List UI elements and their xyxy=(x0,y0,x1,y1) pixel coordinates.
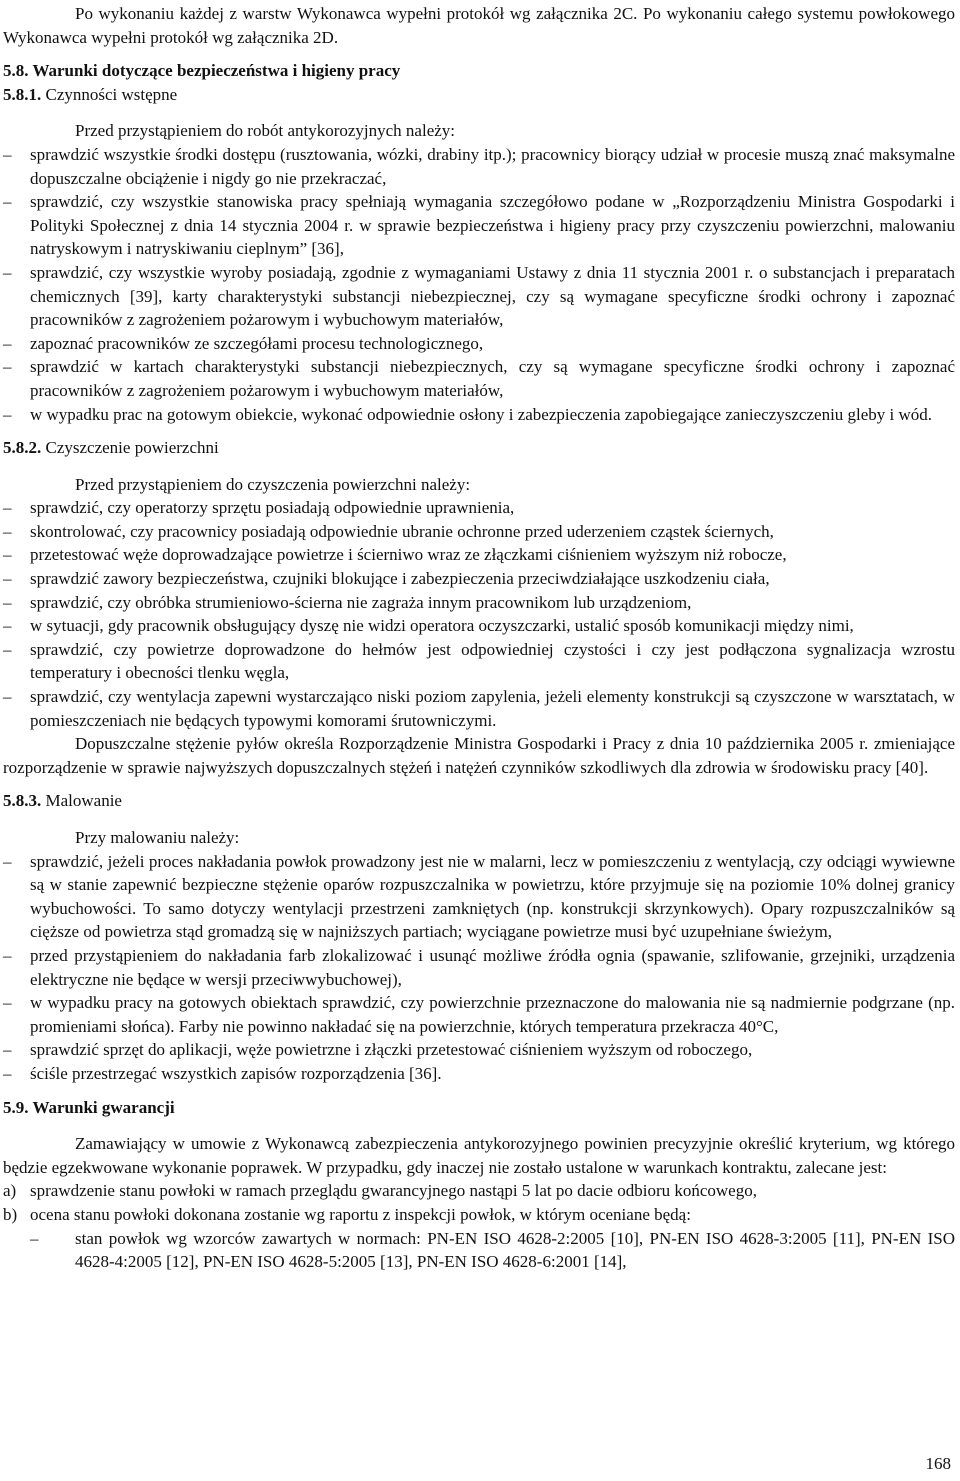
letter-marker: b) xyxy=(3,1204,18,1224)
list-item xyxy=(3,355,955,402)
lead-paragraph: Przed przystąpieniem do czyszczenia powierzchni należy: xyxy=(75,474,471,494)
lettered-list-5-9 xyxy=(3,1179,955,1226)
list-item-text: stan powłok wg wzorców zawartych w normach: PN-EN ISO 4628-2:2005 [10], PN-EN ISO 4628-3:2005 [11], PN-EN ISO 4628-4:2005 [12], PN-EN ISO 4628-5:2005 [13], PN-EN ISO 4628-6:2001 [14], xyxy=(75,1228,955,1272)
list-item xyxy=(3,591,955,615)
section-number: 5.8.1. xyxy=(3,84,42,104)
list-item-text: w sytuacji, gdy pracownik obsługujący dyszę nie widzi operatora oczyszczarki, ustalić sposób komunikacji między nimi, xyxy=(30,616,854,636)
list-item xyxy=(3,543,955,567)
list-item-text: ściśle przestrzegać wszystkich zapisów rozporządzenia [36]. xyxy=(30,1063,442,1083)
section-title: Warunki gwarancji xyxy=(32,1097,175,1117)
list-item-text: przed przystąpieniem do nakładania farb zlokalizować i usunąć możliwe źródła ognia (spawanie, szlifowanie, grzejniki, urządzenia elektryczne nie będące w wersji przeciwwybuchowej), xyxy=(30,945,955,989)
dash-bullet: – xyxy=(30,1228,39,1248)
list-item xyxy=(3,638,955,685)
list-item-text: sprawdzić zawory bezpieczeństwa, czujniki blokujące i zabezpieczenia przeciwdziałające uszkodzeniu ciała, xyxy=(30,569,770,589)
letter-marker: a) xyxy=(3,1181,17,1201)
dash-bullet: – xyxy=(3,639,12,659)
dash-bullet: – xyxy=(3,144,12,164)
list-item-text: sprawdzić w kartach charakterystyki substancji niebezpiecznych, czy są wymagane specyficzne środki ochrony i zapoznać pracowników z zagrożeniem pożarowym i wybuchowym materiałów, xyxy=(30,357,955,400)
list-item xyxy=(3,520,955,544)
dash-bullet: – xyxy=(3,993,12,1013)
dash-bullet: – xyxy=(3,1040,12,1060)
section-heading-5-8-1 xyxy=(3,83,955,107)
section-heading-5-9 xyxy=(3,1096,955,1120)
sub-bullet-list xyxy=(3,1227,955,1274)
list-item-text: sprawdzić, jeżeli proces nakładania powłok prowadzony jest nie w malarni, lecz w pomieszczeniu z wentylacją, czy odciągi wywiewne są w stanie zapewnić bezpieczne stężenie oparów rozpuszczalnika w powietrzu, które przyjmuje się na poziomie 10% dolnej granicy wybuchowości. To samo dotyczy wentylacji przestrzeni zamkniętych (np. konstrukcji skrzynkowych). Opary rozpuszczalników są cięższe od powietrza stąd gromadzą się w najniższych partiach; wyciągane powietrze musi być uzupełniane świeżym, xyxy=(30,851,955,942)
dash-bullet: – xyxy=(3,592,12,612)
dash-bullet: – xyxy=(3,945,12,965)
list-item xyxy=(3,143,955,190)
section-title: Malowanie xyxy=(45,791,122,811)
dash-bullet: – xyxy=(3,569,12,589)
lead-paragraph: Przy malowaniu należy: xyxy=(75,828,240,847)
list-item-text: w wypadku pracy na gotowych obiektach sprawdzić, czy powierzchnie przeznaczone do malowania nie są nadmiernie podgrzane (np. promieniami słońca). Farby nie powinno nakładać się na powierzchnie, których temperatura przekracza 40°C, xyxy=(30,993,955,1036)
list-item-text: sprawdzić, czy wszystkie stanowiska pracy spełniają wymagania szczegółowo podane w „Rozporządzeniu Ministra Gospodarki i Polityki Społecznej z dnia 14 stycznia 2004 r. w sprawie bezpieczeństwa i higieny pracy przy czyszczeniu powierzchni, malowaniu natryskowym i natryskiwaniu cieplnym” [36], xyxy=(30,192,955,259)
list-item xyxy=(3,1179,955,1203)
list-item-text: ocena stanu powłoki dokonana zostanie wg raportu z inspekcji powłok, w którym oceniane będą: xyxy=(30,1204,691,1224)
dash-bullet: – xyxy=(3,262,12,282)
list-item xyxy=(30,1227,955,1274)
dash-bullet: – xyxy=(3,357,12,377)
section-number: 5.8. xyxy=(3,61,29,81)
section-heading-5-8 xyxy=(3,59,955,83)
dash-bullet: – xyxy=(3,404,12,424)
list-item xyxy=(3,567,955,591)
section-title: Czyszczenie powierzchni xyxy=(45,438,219,458)
list-item xyxy=(3,1062,955,1086)
list-item-text: sprawdzić sprzęt do aplikacji, węże powietrzne i złączki przetestować ciśnieniem wyższym od roboczego, xyxy=(30,1040,753,1060)
list-item xyxy=(3,190,955,261)
dash-bullet: – xyxy=(3,498,12,518)
dash-bullet: – xyxy=(3,545,12,565)
list-item xyxy=(3,614,955,638)
list-item-text: zapoznać pracowników ze szczegółami procesu technologicznego, xyxy=(30,333,484,353)
dash-bullet: – xyxy=(3,1063,12,1083)
dash-bullet: – xyxy=(3,616,12,636)
list-item xyxy=(3,944,955,991)
bullet-list-5-8-1 xyxy=(3,143,955,426)
dash-bullet: – xyxy=(3,851,12,871)
list-item-text: przetestować węże doprowadzające powietrze i ścierniwo wraz ze złączkami ciśnieniem wyższym niż robocze, xyxy=(30,545,787,565)
list-item xyxy=(3,1038,955,1062)
document-page xyxy=(3,2,955,1274)
list-item-text: sprawdzić, czy powietrze doprowadzone do hełmów jest odpowiedniej czystości i czy jest podłączona sygnalizacja wzrostu temperatury i obecności tlenku węgla, xyxy=(30,639,955,683)
list-item xyxy=(3,403,955,427)
list-item xyxy=(3,332,955,356)
list-item-text: sprawdzić wszystkie środki dostępu (rusztowania, wózki, drabiny itp.); pracownicy biorący udział w procesie muszą znać maksymalne dopuszczalne obciążenie i nigdy go nie przekraczać, xyxy=(30,144,955,188)
section-title: Czynności wstępne xyxy=(45,84,178,104)
dash-bullet: – xyxy=(3,333,12,353)
bullet-list-5-8-3 xyxy=(3,850,955,1086)
list-item-text: skontrolować, czy pracownicy posiadają odpowiednie ubranie ochronne przed uderzeniem cząstek ściernych, xyxy=(30,521,774,541)
intro-paragraph: Po wykonaniu każdej z warstw Wykonawca wypełni protokół wg załącznika 2C. Po wykonaniu całego systemu powłokowego Wykonawca wypełni protokół wg załącznika 2D. xyxy=(3,4,955,47)
list-item-text: sprawdzić, czy wentylacja zapewni wystarczająco niski poziom zapylenia, jeżeli elementy konstrukcji są czyszczone w warsztatach, w pomieszczeniach nie będących typowymi komorami śrutowniczymi. xyxy=(30,687,955,730)
list-item-text: sprawdzić, czy wszystkie wyroby posiadają, zgodnie z wymaganiami Ustawy z dnia 11 stycznia 2001 r. o substancjach i preparatach chemicznych [39], karty charakterystyki substancji niebezpiecznej, czy są wymagane specyficzne środki ochrony i zapoznać pracowników z zagrożeniem pożarowym i wybuchowym materiałów, xyxy=(30,262,955,330)
section-number: 5.9. xyxy=(3,1097,29,1117)
list-item xyxy=(3,261,955,332)
list-item xyxy=(3,685,955,732)
lead-paragraph: Przed przystąpieniem do robót antykorozyjnych należy: xyxy=(75,121,456,141)
closing-paragraph: Dopuszczalne stężenie pyłów określa Rozporządzenie Ministra Gospodarki i Pracy z dnia 10 października 2005 r. zmieniające rozporządzenie w sprawie najwyższych dopuszczalnych stężeń i natężeń czynników szkodliwych dla zdrowia w środowisku pracy [40]. xyxy=(3,734,955,777)
section-heading-5-8-2 xyxy=(3,436,955,460)
section-number: 5.8.3. xyxy=(3,791,42,811)
list-item xyxy=(3,1203,955,1227)
list-item-text: sprawdzić, czy obróbka strumieniowo-ścierna nie zagraża innym pracownikom lub urządzeniom, xyxy=(30,592,692,612)
list-item-text: w wypadku prac na gotowym obiekcie, wykonać odpowiednie osłony i zabezpieczenia zapobiegające zanieczyszczeniu gleby i wód. xyxy=(30,404,933,424)
dash-bullet: – xyxy=(3,192,12,212)
section-title: Warunki dotyczące bezpieczeństwa i higieny pracy xyxy=(32,61,401,81)
list-item-text: sprawdzić, czy operatorzy sprzętu posiadają odpowiednie uprawnienia, xyxy=(30,498,515,518)
page-number: 168 xyxy=(925,1454,951,1473)
bullet-list-5-8-2 xyxy=(3,496,955,732)
list-item xyxy=(3,850,955,944)
body-paragraph: Zamawiający w umowie z Wykonawcą zabezpieczenia antykorozyjnego powinien precyzyjnie określić kryterium, wg którego będzie egzekwowane wykonanie poprawek. W przypadku, gdy inaczej nie zostało ustalone w warunkach kontraktu, zalecane jest: xyxy=(3,1134,955,1177)
dash-bullet: – xyxy=(3,521,12,541)
list-item xyxy=(3,496,955,520)
section-heading-5-8-3 xyxy=(3,789,955,813)
dash-bullet: – xyxy=(3,687,12,707)
section-number: 5.8.2. xyxy=(3,438,42,458)
list-item-text: sprawdzenie stanu powłoki w ramach przeglądu gwarancyjnego nastąpi 5 lat po dacie odbioru końcowego, xyxy=(30,1181,757,1201)
list-item xyxy=(3,991,955,1038)
